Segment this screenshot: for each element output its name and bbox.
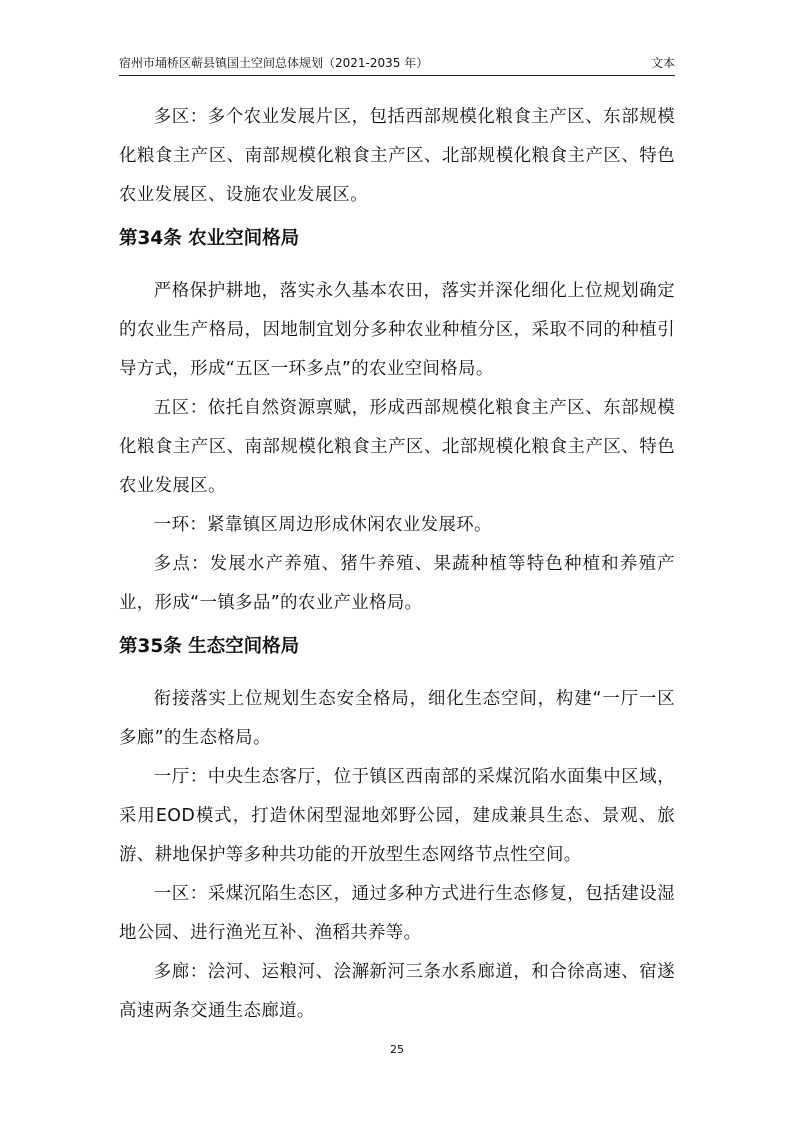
section-heading-34: 第34条 农业空间格局 [119,228,300,249]
paragraph-34-1: 严格保护耕地，落实永久基本农田，落实并深化细化上位规划确定的农业生产格局，因地制宜划分多种农业种植分区，采取不同的种植引导方式，形成“五区一环多点”的农业空间格局。 [119,281,675,379]
paragraph-34-3: 一环：紧靠镇区周边形成休闲农业发展环。 [153,515,492,535]
paragraph-35-2: 一厅：中央生态客厅，位于镇区西南部的采煤沉陷水面集中区域，采用EOD模式，打造休闲型湿地郊野公园，建成兼具生态、景观、旅游、耕地保护等多种共功能的开放型生态网络节点性空间。 [119,767,675,865]
page-header [119,55,675,76]
paragraph-34-4: 多点：发展水产养殖、猪牛养殖、果蔬种植等特色种植和养殖产业，形成“一镇多品”的农业产业格局。 [119,554,675,613]
section-35-body [119,680,675,1031]
paragraph-35-1: 衔接落实上位规划生态安全格局，细化生态空间，构建“一厅一区多廊”的生态格局。 [119,689,675,748]
paragraph-35-3: 一区：采煤沉陷生态区，通过多种方式进行生态修复，包括建设湿地公园、进行渔光互补、渔稻共养等。 [119,884,675,943]
paragraph-34-2: 五区：依托自然资源禀赋，形成西部规模化粮食主产区、东部规模化粮食主产区、南部规模化粮食主产区、北部规模化粮食主产区、特色农业发展区。 [119,398,675,496]
section-heading-35: 第35条 生态空间格局 [119,636,300,657]
section-34-body [119,272,675,623]
paragraph-35-4: 多廊：浍河、运粮河、浍澥新河三条水系廊道，和合徐高速、宿遂高速两条交通生态廊道。 [119,962,675,1021]
page-number: 25 [390,1043,404,1056]
paragraph-multi-zones: 多区：多个农业发展片区，包括西部规模化粮食主产区、东部规模化粮食主产区、南部规模化粮食主产区、北部规模化粮食主产区、特色农业发展区、设施农业发展区。 [119,107,675,205]
document-type-label: 文本 [650,56,675,70]
document-title: 宿州市埇桥区蕲县镇国土空间总体规划（2021-2035 年） [119,56,429,70]
page-content [119,98,675,1031]
